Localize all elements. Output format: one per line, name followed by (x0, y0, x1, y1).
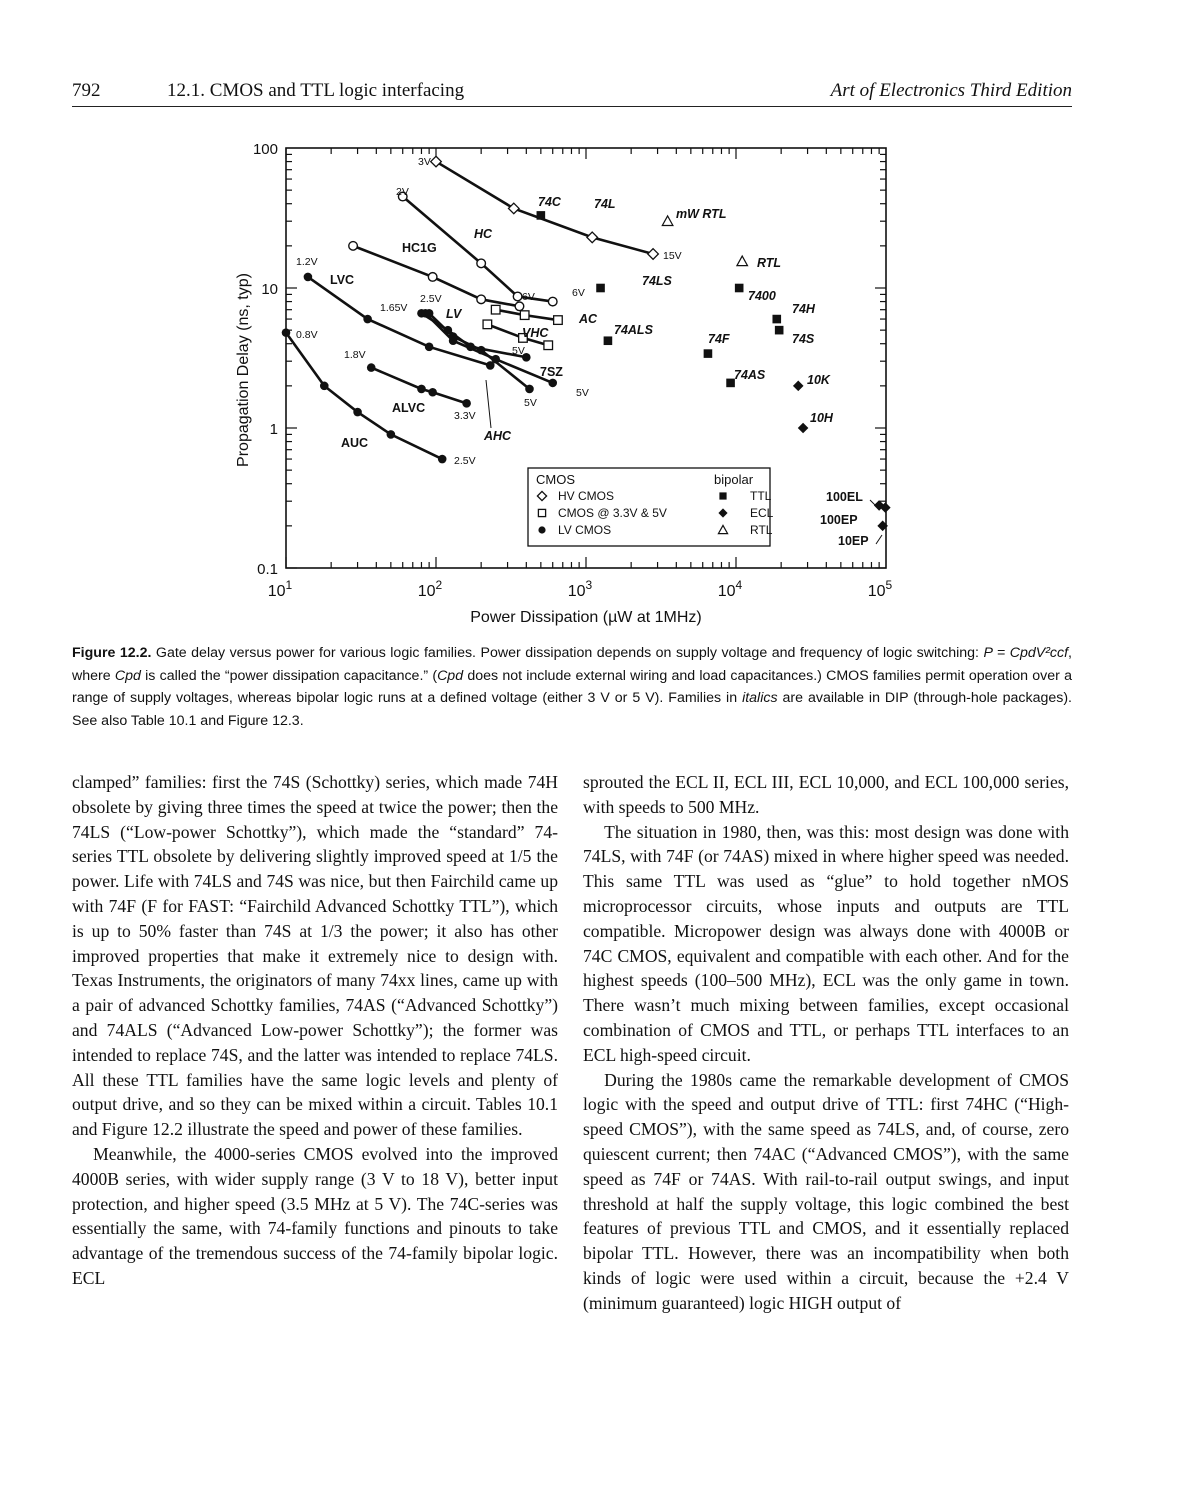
point-label: VHC (522, 326, 549, 340)
point-label: 74F (708, 332, 730, 346)
book-title: Art of Electronics Third Edition (830, 80, 1072, 101)
data-point-ahc (425, 309, 434, 318)
data-point-ecl (793, 381, 804, 392)
x-tick-label: $10^2$ (417, 578, 443, 600)
legend-marker (719, 492, 726, 499)
point-label: 100EP (820, 513, 858, 527)
legend-label: RTL (750, 523, 773, 537)
paragraph: The situation in 1980, then, was this: most design was done with 74LS, with 74F (or 74AS) mixed in where higher speed was needed. This same TTL was used as “glue” to hold together nMOS microprocessor circuits, whose inputs and outputs are TTL compatible. Micropower design was always done with 4000B or 74C CMOS, equivalent and compatible with each other. And for the highest speeds (100–500 MHz), ECL was the only game in town. There wasn’t much mixing between families, except occasional combination of CMOS and TTL, or perhaps TTL interfaces to an ECL high-speed circuit. (583, 821, 1069, 1065)
data-point-vhc (483, 320, 492, 329)
caption-text-3: is called the “power dissipation capacitance.” ( (140, 667, 438, 684)
data-point-ahc (449, 332, 458, 341)
y-tick-label: 100 (252, 141, 278, 158)
point-label: RTL (757, 256, 782, 270)
data-point-rtl (737, 256, 748, 266)
caption-formula: P = CpdV²ccf (983, 645, 1069, 661)
point-label: 74H (792, 302, 815, 316)
data-point-ac (520, 311, 529, 320)
data-point-auc (387, 430, 396, 439)
leader-line (876, 535, 882, 544)
point-label: 10K (807, 373, 830, 387)
body-column-left (72, 770, 558, 1291)
x-tick-label: $10^5$ (867, 578, 893, 600)
point-label: AHC (484, 429, 512, 443)
legend-title: CMOS (536, 472, 575, 487)
point-label: AC (579, 312, 598, 326)
y-tick-label: 1 (269, 421, 278, 438)
data-point-ahc (525, 385, 534, 394)
point-label: 2.5V (454, 455, 476, 467)
point-label: 1.2V (296, 256, 318, 268)
data-point-ttl (704, 349, 713, 358)
legend-label: HV CMOS (558, 489, 615, 503)
data-point-auc (353, 408, 362, 417)
point-label: 74LS (642, 274, 672, 288)
body-column-right (583, 770, 1069, 1316)
data-point-vhc (544, 341, 553, 350)
legend-marker (538, 526, 545, 533)
data-point-alvc (367, 363, 376, 372)
data-point-hc (513, 292, 522, 301)
leader-line (486, 380, 491, 428)
point-label: 6V (572, 287, 585, 299)
data-point-alvc (417, 385, 426, 394)
x-tick-label: $10^4$ (717, 578, 743, 600)
data-point-ecl (798, 423, 809, 434)
page-header (72, 76, 1072, 107)
caption-text-2: , where (72, 645, 1072, 684)
data-point-lvc (304, 273, 313, 282)
data-point-lvc (363, 315, 372, 324)
point-label: 7SZ (540, 365, 563, 379)
series-line-alvc (371, 368, 466, 404)
data-point-hc (477, 259, 486, 268)
data-point-lvc (425, 343, 434, 352)
data-point-auc (320, 382, 329, 391)
data-point-auc (438, 455, 447, 464)
data-point-alvc (462, 399, 471, 408)
point-label: 3.3V (454, 410, 476, 422)
x-tick-label: $10^1$ (267, 578, 293, 600)
point-label: 10H (810, 411, 833, 425)
point-label: 2V (396, 186, 409, 198)
point-label: 6V (522, 291, 535, 303)
point-label: AUC (341, 436, 369, 450)
data-point-hc1g (428, 273, 437, 282)
data-point-ttl (772, 315, 781, 324)
data-point-ac (491, 305, 500, 314)
data-point-alvc (428, 388, 437, 397)
caption-label: Figure 12.2. (72, 645, 152, 661)
caption-text-1: Gate delay versus power for various logic families. Power dissipation depends on supply voltage and frequency of logic switching: (151, 645, 984, 661)
point-label: 1.8V (344, 349, 366, 361)
figure-12-2-chart (220, 128, 920, 638)
point-label: HC1G (402, 241, 437, 255)
legend-label: ECL (750, 506, 774, 520)
legend-label: LV CMOS (558, 523, 612, 537)
paragraph: clamped” families: first the 74S (Schottky) series, which made 74H obsolete by giving three times the speed at twice the power; then the 74LS (“Low-power Schottky”), which made the “standard” 74-series TTL obsolete by delivering slightly improved speed at 1/5 the power. Life with 74LS and 74S was nice, but then Fairchild came up with 74F (F for FAST: “Fairchild Advanced Schottky TTL”), which is up to 50% faster than 74S at 1/3 the power; it also has other improved properties that make it extremely nice to design with. Texas Instruments, the originators of many 74xx lines, came up with a pair of advanced Schottky families, 74AS (“Advanced Schottky”) and 74ALS (“Advanced Low-power Schottky”); the former was intended to replace 74S, and the latter was intended to replace 74LS. All these TTL families have the same logic levels and plenty of output drive, and so they can be mixed within a circuit. Tables 10.1 and Figure 12.2 illustrate the speed and power of these families. (72, 772, 558, 1140)
legend-label: TTL (750, 489, 772, 503)
data-point-auc (282, 328, 291, 337)
data-point-ttl (537, 211, 546, 220)
caption-cpd-2: Cpd (437, 667, 464, 684)
data-point-74c (587, 232, 598, 243)
point-label: 74S (792, 332, 815, 346)
point-label: HC (474, 227, 493, 241)
point-label: 74AS (734, 368, 766, 382)
paragraph: During the 1980s came the remarkable development of CMOS logic with the speed and output drive of TTL: first 74HC (“High-speed CMOS”), with the same speed as 74LS, and, of course, zero quiescent current; then 74AC (“Advanced CMOS”), with the same speed as 74F or 74AS. With rail-to-rail output swings, and input threshold at half the supply voltage, this logic combined the best features of previous TTL and CMOS, and it essentially replaced bipolar TTL. However, there was an incompatibility when both kinds of logic were used within a circuit, because the +2.4 V (minimum guaranteed) logic HIGH output of (583, 1069, 1069, 1313)
data-point-rtl (662, 216, 673, 226)
point-label: ALVC (392, 401, 426, 415)
data-point-hc1g (477, 295, 486, 304)
point-label: 3V (418, 156, 431, 168)
data-point-ahc (477, 346, 486, 355)
caption-text-5: are available in DIP (through-hole packages). See also Table 10.1 and Figure 12.3. (72, 690, 1072, 729)
caption-cpd: Cpd (114, 667, 141, 684)
data-point-ttl (596, 284, 605, 293)
caption-italics: italics (742, 690, 778, 706)
point-label: 10EP (838, 534, 869, 548)
data-point-7sz (548, 379, 557, 388)
x-axis-label: Power Dissipation (µW at 1MHz) (470, 609, 702, 626)
data-point-hc1g (515, 302, 524, 311)
caption-text-4: does not include external wiring and load capacitances.) CMOS families permit operation over a range of supply voltages, whereas bipolar logic runs at a defined voltage (either 3 V or 5 V). Families in (72, 667, 1072, 706)
paragraph: Meanwhile, the 4000-series CMOS evolved into the improved 4000B series, with wider supply range (3 V to 18 V), better input protection, and higher speed (3.5 MHz at 5 V). The 74C-series was essentially the same, with 74-family functions and pinouts to take advantage of the tremendous success of the 74-family bipolar logic. ECL (72, 1143, 558, 1288)
point-label: 5V (576, 387, 589, 399)
point-label: LVC (330, 273, 355, 287)
legend-marker (538, 509, 545, 516)
y-axis-label: Propagation Delay (ns, typ) (235, 273, 252, 467)
point-label: 1.65V (380, 302, 408, 314)
y-tick-label: 0.1 (257, 561, 278, 578)
point-label: 2.5V (420, 293, 442, 305)
data-point-ttl (735, 284, 744, 293)
point-label: 5V (512, 345, 525, 357)
paragraph: sprouted the ECL II, ECL III, ECL 10,000, and ECL 100,000 series, with speeds to 500 MHz. (583, 772, 1069, 817)
point-label: 0.8V (296, 329, 318, 341)
point-label: 74ALS (614, 323, 653, 337)
point-label: 100EL (826, 490, 863, 504)
page-number: 792 (72, 80, 101, 101)
data-point-ttl (604, 336, 613, 345)
data-point-ac (554, 316, 563, 325)
legend-label: CMOS @ 3.3V & 5V (558, 506, 667, 520)
point-label: 74C (538, 195, 561, 209)
point-label: 5V (524, 397, 537, 409)
data-point-74c (648, 249, 659, 260)
section-title: 12.1. CMOS and TTL logic interfacing (167, 80, 465, 101)
point-label: 7400 (748, 289, 776, 303)
data-point-hc1g (349, 242, 358, 251)
data-point-hc (548, 297, 557, 306)
x-tick-label: $10^3$ (567, 578, 593, 600)
point-label: mW RTL (676, 207, 727, 221)
legend-title: bipolar (714, 472, 754, 487)
data-point-ttl (775, 326, 784, 335)
y-tick-label: 10 (261, 281, 278, 298)
figure-caption (72, 642, 1072, 732)
point-label: 15V (663, 250, 682, 262)
point-label: 74L (594, 197, 616, 211)
point-label: LV (446, 307, 462, 321)
